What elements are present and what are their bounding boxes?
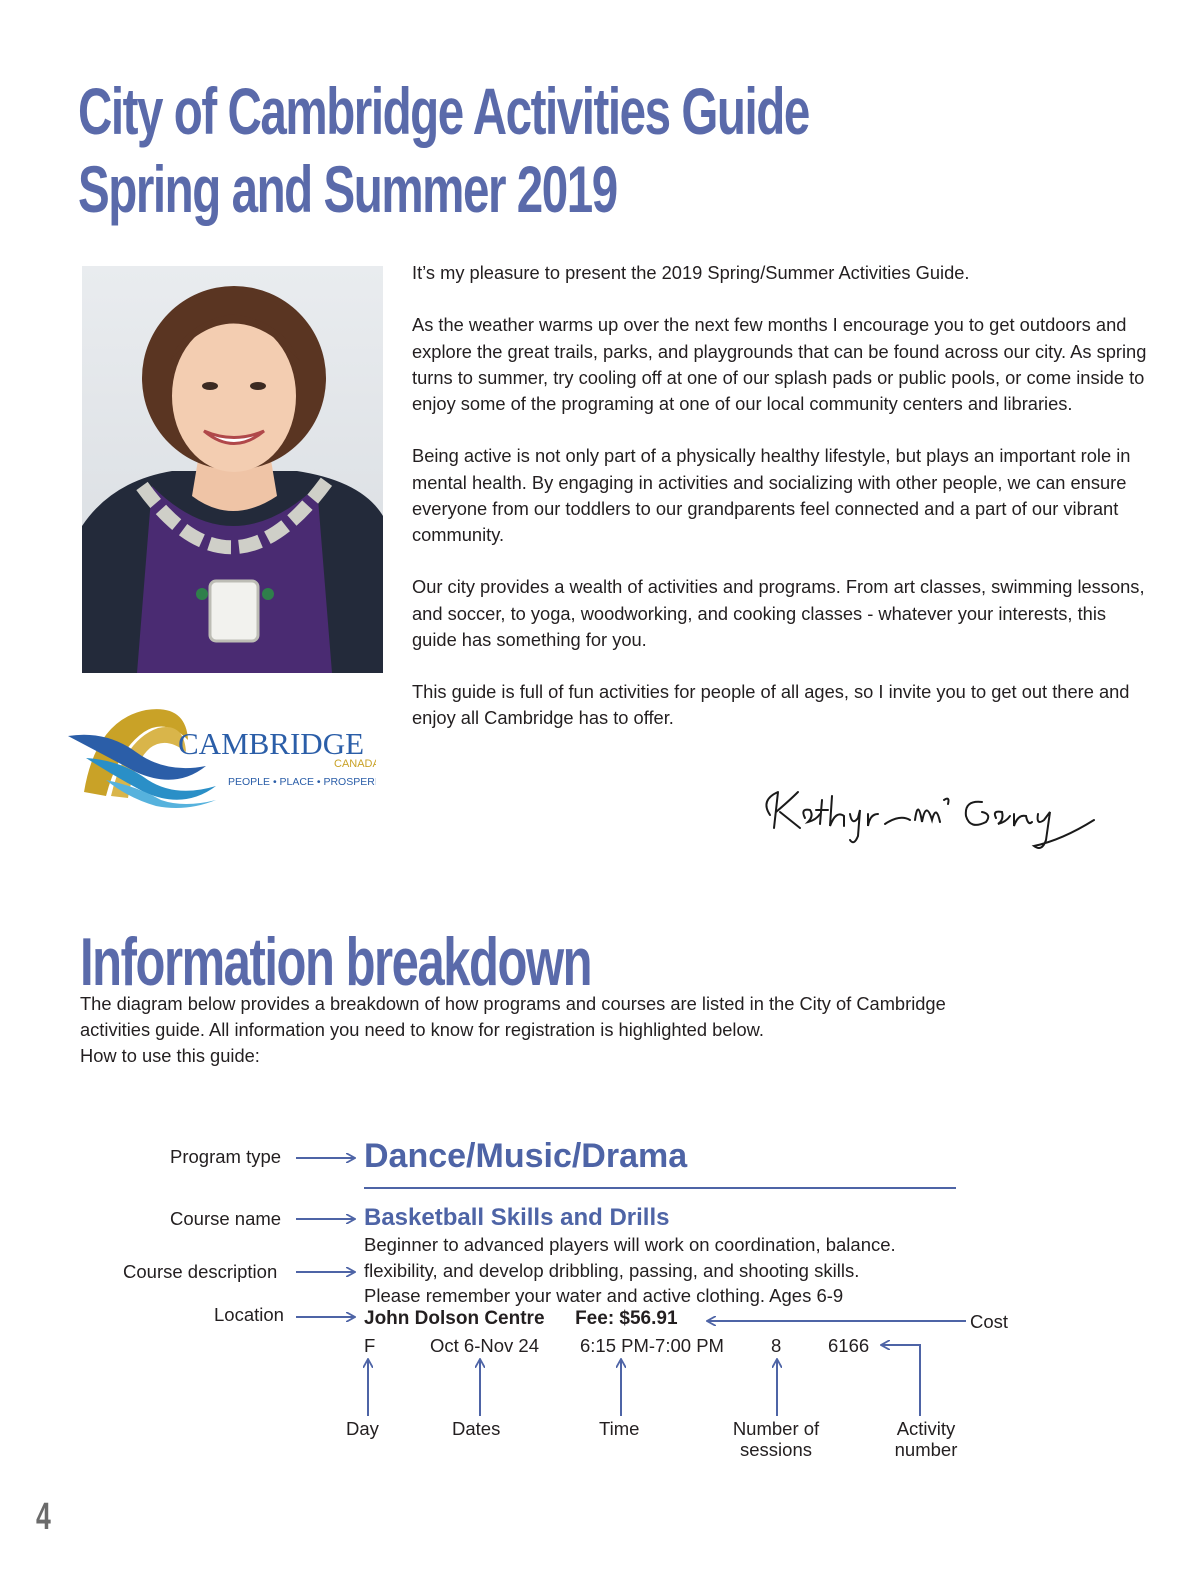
description-line: How to use this guide: <box>80 1045 260 1067</box>
section-heading: Information breakdown <box>80 924 592 1000</box>
label-cost: Cost <box>970 1311 1009 1332</box>
letter-paragraph: Our city provides a wealth of activities and programs. From art classes, swimming lessons, and soccer, to yoga, woodworking, and cooking classes - whatever your interests, this guide has something for you. <box>412 576 1145 650</box>
description-line: activities guide. All information you need to know for registration is highlighted below. <box>80 1019 764 1041</box>
letter-paragraph: Being active is not only part of a physically healthy lifestyle, but plays an important role in mental health. By engaging in activities and socializing with other people, we can ensure everyone from our toddlers to our grandparents feel connected and a part of our vibrant community. <box>412 445 1131 545</box>
letter-paragraph: As the weather warms up over the next few months I encourage you to get outdoors and explore the great trails, parks, and playgrounds that can be found across our city. As spring turns to summer, try cooling off at one of our splash pads or public pools, or come inside to enjoy some of the programing at one of our local community centers and libraries. <box>412 314 1147 414</box>
label-number-of-sessions: Number of sessions <box>732 1418 820 1460</box>
label-dates: Dates <box>452 1418 501 1439</box>
sample-location: John Dolson Centre <box>364 1308 545 1329</box>
sample-time: 6:15 PM-7:00 PM <box>580 1335 724 1356</box>
sample-fee: Fee: $56.91 <box>575 1308 678 1329</box>
label-course-name: Course name <box>170 1208 282 1229</box>
logo-wordmark: CAMBRIDGE <box>178 726 365 761</box>
page-number: 4 <box>36 1496 51 1538</box>
page-subtitle: Spring and Summer 2019 <box>78 152 617 226</box>
sample-sessions: 8 <box>771 1335 782 1356</box>
letter-paragraph: This guide is full of fun activities for people of all ages, so I invite you to get out there and enjoy all Cambridge has to offer. <box>412 681 1130 729</box>
label-day: Day <box>346 1418 379 1439</box>
label-time: Time <box>599 1418 640 1439</box>
sample-activity-number: 6166 <box>828 1335 870 1356</box>
logo-country: CANADA <box>334 758 376 770</box>
logo-tagline: PEOPLE • PLACE • PROSPERITY <box>228 776 376 788</box>
page-title: City of Cambridge Activities Guide <box>78 74 809 148</box>
sample-day: F <box>364 1335 376 1356</box>
arrow-activity-number <box>882 1345 920 1416</box>
sample-program-type: Dance/Music/Drama <box>364 1137 688 1175</box>
label-program-type: Program type <box>170 1146 282 1167</box>
label-activity-number: Activity number <box>894 1418 958 1460</box>
label-course-description: Course description <box>123 1261 278 1282</box>
sample-dates: Oct 6-Nov 24 <box>430 1335 539 1356</box>
description-line: The diagram below provides a breakdown of how programs and courses are listed in the City of Cambridge <box>80 993 946 1014</box>
sample-course-name: Basketball Skills and Drills <box>364 1204 670 1231</box>
sample-course-description: Beginner to advanced players will work on coordination, balance. flexibility, and develop dribbling, passing, and shooting skills. Please remember your water and active clothing. Ages 6-9 <box>364 1234 896 1306</box>
label-location: Location <box>214 1304 284 1325</box>
letter-paragraph: It’s my pleasure to present the 2019 Spring/Summer Activities Guide. <box>412 262 970 283</box>
